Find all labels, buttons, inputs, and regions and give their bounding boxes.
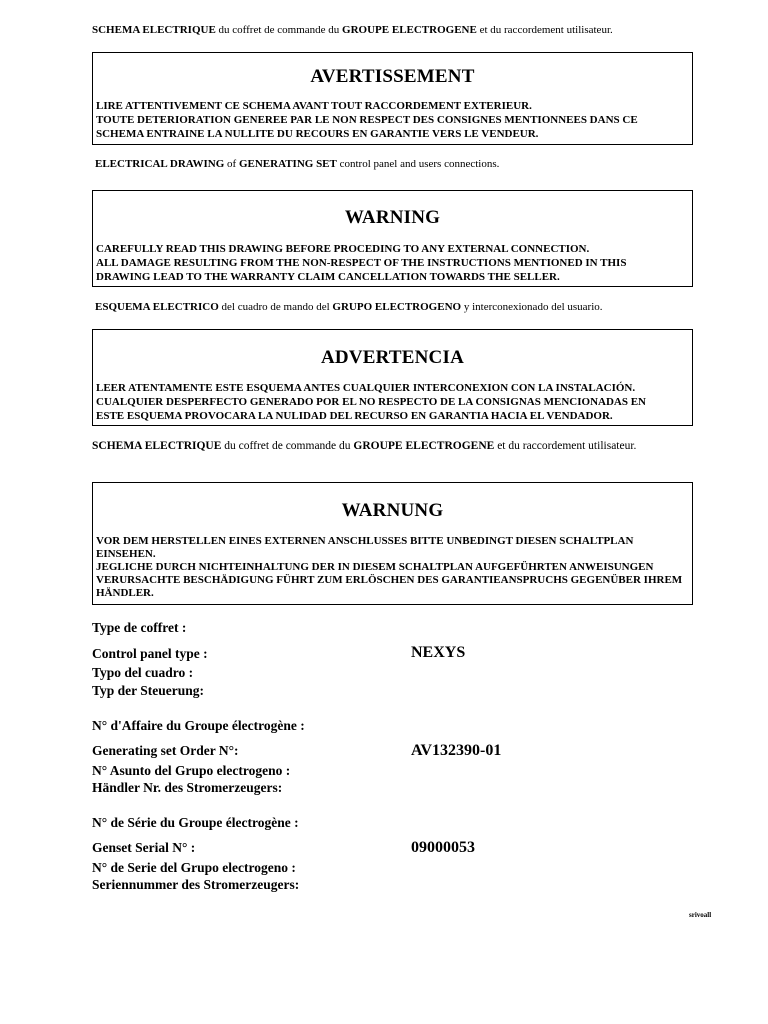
- caption-german-bold1: SCHEMA ELECTRIQUE: [92, 440, 222, 452]
- caption-german-normal2: et du raccordement utilisateur.: [494, 440, 637, 452]
- caption-english: [95, 158, 499, 170]
- panel-type-value: NEXYS: [411, 644, 466, 661]
- warning-text-spanish: [96, 381, 688, 423]
- warning-line: JEGLICHE DURCH NICHTEINHALTUNG DER IN DIESEM SCHALTPLAN AUFGEFÜHRTEN ANWEISUNGEN VERURSACHTE BESCHÄDIGUNG FÜHRT ZUM ERLÖSCHEN DES GARANTIEANSPRUCHS GEGENÜBER IHREM HÄNDLER.: [96, 561, 683, 599]
- warning-line: SCHEMA ENTRAINE LA NULLITE DU RECOURS EN GARANTIE VERS LE VENDEUR.: [96, 128, 539, 140]
- warning-line: VOR DEM HERSTELLEN EINES EXTERNEN ANSCHLUSSES BITTE UNBEDINGT DIESEN SCHALTPLAN EINSEHEN.: [96, 535, 634, 560]
- serial-number-label-de: Seriennummer des Stromerzeugers:: [92, 877, 300, 892]
- caption-german-bold2: GROUPE ELECTROGENE: [353, 440, 495, 452]
- serial-number-label-en: Genset Serial N° :: [92, 840, 196, 855]
- caption-english-bold2: GENERATING SET: [238, 158, 337, 170]
- caption-spanish-bold2: GRUPO ELECTROGENO: [332, 301, 462, 313]
- order-number-label-de: Händler Nr. des Stromerzeugers:: [92, 780, 283, 795]
- panel-type-label-de: Typ der Steuerung:: [92, 683, 205, 698]
- caption-spanish-normal2: y interconexionado del usuario.: [461, 301, 603, 313]
- warning-line: LEER ATENTAMENTE ESTE ESQUEMA ANTES CUALQUIER INTERCONEXION CON LA INSTALACIÓN.: [96, 382, 636, 394]
- caption-german-normal1: du coffret de commande du: [221, 440, 354, 452]
- serial-number-value: 09000053: [411, 839, 475, 856]
- serial-number-label-es: N° de Serie del Grupo electrogeno :: [92, 860, 296, 875]
- caption-english-normal2: control panel and users connections.: [336, 158, 500, 170]
- warning-line: ESTE ESQUEMA PROVOCARA LA NULIDAD DEL RECURSO EN GARANTIA HACIA EL VENDADOR.: [96, 410, 613, 422]
- warning-line: ALL DAMAGE RESULTING FROM THE NON-RESPECT OF THE INSTRUCTIONS MENTIONED IN THIS: [96, 257, 627, 269]
- panel-type-label-fr: Type de coffret :: [92, 620, 187, 635]
- warning-text-english: [96, 242, 688, 284]
- warning-title-german: WARNUNG: [341, 500, 444, 521]
- caption-english-bold1: ELECTRICAL DRAWING: [95, 158, 225, 170]
- panel-type-label-es: Typo del cuadro :: [92, 665, 194, 680]
- warning-line: LIRE ATTENTIVEMENT CE SCHEMA AVANT TOUT RACCORDEMENT EXTERIEUR.: [96, 100, 532, 112]
- caption-french-bold2: GROUPE ELECTROGENE: [342, 24, 477, 36]
- warning-box-spanish: [92, 329, 693, 426]
- warning-line: TOUTE DETERIORATION GENEREE PAR LE NON RESPECT DES CONSIGNES MENTIONNEES DANS CE: [96, 114, 638, 126]
- warning-box-english: [92, 190, 693, 287]
- order-number-label-es: N° Asunto del Grupo electrogeno :: [92, 763, 291, 778]
- order-number-value: AV132390-01: [411, 742, 502, 759]
- warning-text-german: [96, 535, 687, 600]
- warning-box-french: [92, 52, 693, 145]
- order-number-label-en: Generating set Order N°:: [92, 743, 239, 758]
- caption-french-bold1: SCHEMA ELECTRIQUE: [92, 24, 216, 36]
- warning-title-english: WARNING: [344, 207, 441, 228]
- warning-title-spanish: ADVERTENCIA: [321, 347, 464, 368]
- warning-line: CAREFULLY READ THIS DRAWING BEFORE PROCEDING TO ANY EXTERNAL CONNECTION.: [96, 243, 590, 255]
- caption-german: [92, 439, 682, 454]
- caption-french: [92, 24, 613, 36]
- warning-line: CUALQUIER DESPERFECTO GENERADO POR EL NO RESPECTO DE LA CONSIGNAS MENCIONADAS EN: [96, 396, 646, 408]
- caption-french-normal2: et du raccordement utilisateur.: [476, 24, 613, 36]
- caption-spanish: [95, 301, 603, 313]
- footer-note: srivoall: [689, 911, 712, 919]
- caption-spanish-bold1: ESQUEMA ELECTRICO: [95, 301, 219, 313]
- order-number-label-fr: N° d'Affaire du Groupe électrogène :: [92, 718, 305, 733]
- warning-text-french: [96, 99, 688, 141]
- warning-line: DRAWING LEAD TO THE WARRANTY CLAIM CANCELLATION TOWARDS THE SELLER.: [96, 271, 560, 283]
- caption-spanish-normal1: del cuadro de mando del: [218, 301, 333, 313]
- caption-french-normal1: du coffret de commande du: [215, 24, 343, 36]
- serial-number-label-fr: N° de Série du Groupe électrogène :: [92, 815, 299, 830]
- warning-title-french: AVERTISSEMENT: [310, 66, 475, 87]
- caption-english-normal1: of: [224, 158, 239, 170]
- panel-type-label-en: Control panel type :: [92, 646, 208, 661]
- warning-box-german: [92, 482, 693, 605]
